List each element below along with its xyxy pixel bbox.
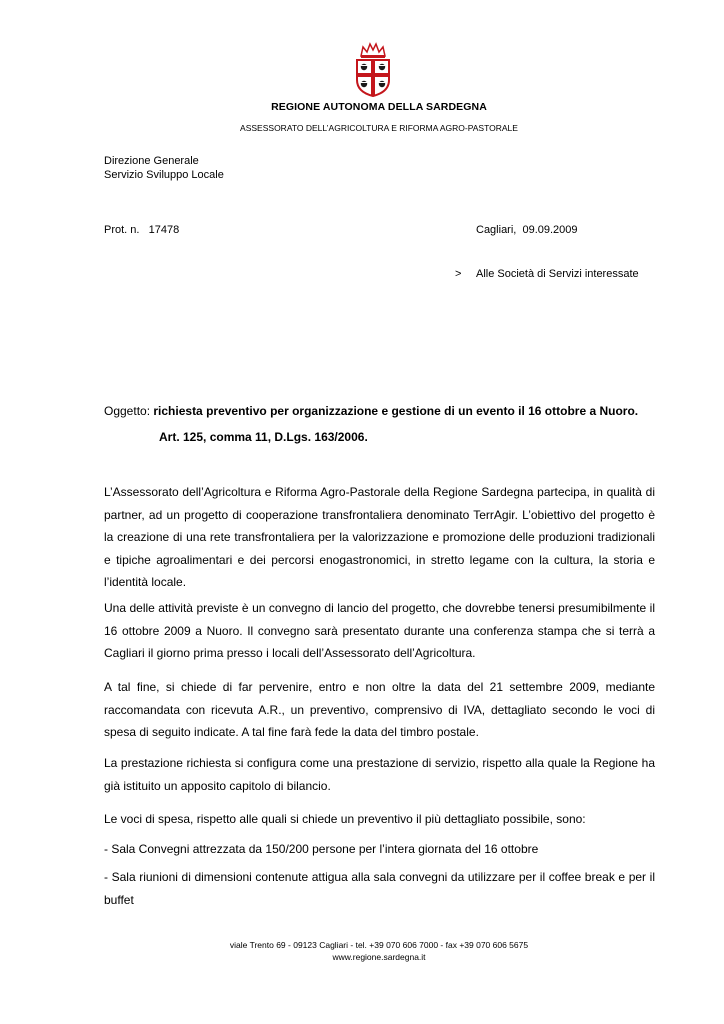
region-name: REGIONE AUTONOMA DELLA SARDEGNA — [271, 101, 487, 113]
letter-date: Cagliari, 09.09.2009 — [476, 224, 578, 236]
protocol-number: Prot. n. 17478 — [104, 224, 180, 236]
subject-line — [104, 404, 638, 418]
footer-website: www.regione.sardegna.it — [332, 952, 426, 962]
paragraph-project-intro: L’Assessorato dell’Agricoltura e Riforma Agro-Pastorale della Regione Sardegna partecipa, in qualità di partner, ad un progetto di cooperazione transfrontaliera denominato TerrAgir. L’obiettivo del progetto è la creazione di una rete transfrontaliera per la valorizzazione e promozione delle produzioni tradizionali e tipiche agroalimentari e dei percorsi enogastronomici, in stretto legame con la cultura, la storia e l’identità locale. — [104, 485, 655, 589]
subject-label: Oggetto: — [104, 404, 154, 418]
paragraph-expense-items: Le voci di spesa, rispetto alle quali si chiede un preventivo il più dettagliato possibile, sono: — [104, 812, 586, 826]
department-name: ASSESSORATO DELL’AGRICOLTURA E RIFORMA AGRO-PASTORALE — [240, 123, 518, 133]
issuing-office — [104, 154, 224, 182]
paragraph-request: A tal fine, si chiede di far pervenire, entro e non oltre la data del 21 settembre 2009, mediante raccomandata con ricevuta A.R., un preventivo, comprensivo di IVA, dettagliato secondo le voci di spesa di seguito indicate. A tal fine farà fede la data del timbro postale. — [104, 680, 655, 739]
expense-item-conference-room: - Sala Convegni attrezzata da 150/200 persone per l’intera giornata del 16 ottobre — [104, 842, 539, 856]
subject-text: richiesta preventivo per organizzazione e gestione di un evento il 16 ottobre a Nuoro. — [153, 404, 639, 418]
recipient: Alle Società di Servizi interessate — [476, 268, 639, 280]
expense-item-meeting-room: - Sala riunioni di dimensioni contenute attigua alla sala convegni da utilizzare per il coffee break e per il buffet — [104, 870, 655, 907]
sardinia-coat-of-arms-logo — [353, 42, 393, 98]
paragraph-event: Una delle attività previste è un convegno di lancio del progetto, che dovrebbe tenersi presumibilmente il 16 ottobre 2009 a Nuoro. Il convegno sarà presentato durante una conferenza stampa che si terrà a Cagliari il giorno prima presso i locali dell’Assessorato dell’Agricoltura. — [104, 601, 655, 660]
office-line-1: Direzione Generale — [104, 155, 199, 167]
office-line-2: Servizio Sviluppo Locale — [104, 169, 224, 181]
subject-law-reference: Art. 125, comma 11, D.Lgs. 163/2006. — [159, 430, 368, 444]
paragraph-service: La prestazione richiesta si configura come una prestazione di servizio, rispetto alla quale la Regione ha già istituito un apposito capitolo di bilancio. — [104, 756, 655, 793]
footer-address: viale Trento 69 - 09123 Cagliari - tel. +39 070 606 7000 - fax +39 070 606 5675 — [229, 940, 529, 950]
recipient-marker: > — [455, 268, 462, 280]
